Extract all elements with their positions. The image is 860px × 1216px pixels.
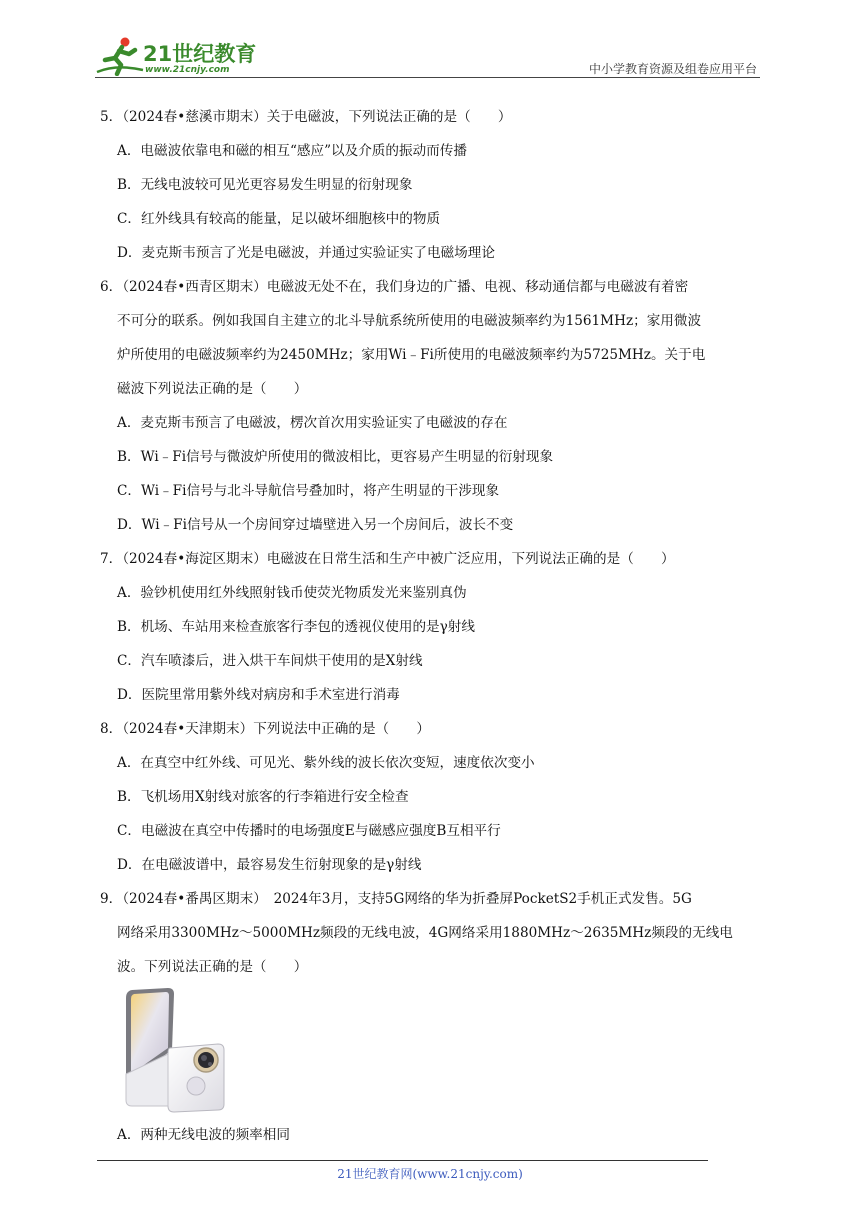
question-9: [100, 882, 765, 1152]
option-d: D．在电磁波谱中，最容易发生衍射现象的是γ射线: [117, 857, 422, 873]
question-8: [100, 712, 765, 882]
option-d: D．Wi﹣Fi信号从一个房间穿过墙壁进入另一个房间后，波长不变: [117, 517, 514, 533]
question-stem-line-4: 磁波下列说法正确的是（ ）: [117, 381, 308, 397]
question-stem-line-3: 波。下列说法正确的是（ ）: [117, 959, 308, 975]
question-list: [100, 100, 765, 1152]
question-stem-line-2: 网络采用3300MHz～5000MHz频段的无线电波，4G网络采用1880MHz～2635MHz频段的无线电: [117, 925, 733, 941]
option-a: A．电磁波依靠电和磁的相互“感应”以及介质的振动而传播: [117, 143, 467, 159]
foldable-phone-image: [118, 986, 238, 1118]
option-a: A．两种无线电波的频率相同: [117, 1127, 290, 1143]
option-d: D．麦克斯韦预言了光是电磁波，并通过实验证实了电磁场理论: [117, 245, 495, 261]
question-stem-line-1: 9．（2024春•番禺区期末） 2024年3月，支持5G网络的华为折叠屏PocketS2手机正式发售。5G: [100, 891, 692, 907]
runner-logo-icon: [95, 34, 145, 76]
question-stem-line-2: 不可分的联系。例如我国自主建立的北斗导航系统所使用的电磁波频率约为1561MHz；家用微波: [117, 313, 702, 329]
logo-brand-text: 21世纪教育: [143, 42, 257, 66]
question-6: [100, 270, 765, 542]
option-b: B．Wi﹣Fi信号与微波炉所使用的微波相比，更容易产生明显的衍射现象: [117, 449, 554, 465]
option-a: A．验钞机使用红外线照射钱币使荧光物质发光来鉴别真伪: [117, 585, 467, 601]
footer-text[interactable]: 21世纪教育网(www.21cnjy.com): [337, 1167, 523, 1181]
option-b: B．无线电波较可见光更容易发生明显的衍射现象: [117, 177, 413, 193]
question-stem: 5．（2024春•慈溪市期末）关于电磁波，下列说法正确的是（ ）: [100, 109, 512, 125]
option-d: D．医院里常用紫外线对病房和手术室进行消毒: [117, 687, 400, 703]
question-stem-line-1: 6．（2024春•西青区期末）电磁波无处不在，我们身边的广播、电视、移动通信都与电磁波有着密: [100, 279, 689, 295]
header-divider: [95, 77, 760, 78]
logo-url-text: www.21cnjy.com: [145, 65, 230, 75]
option-a: A．麦克斯韦预言了电磁波，楞次首次用实验证实了电磁波的存在: [117, 415, 508, 431]
option-c: C．红外线具有较高的能量，足以破坏细胞核中的物质: [117, 211, 441, 227]
option-b: B．飞机场用X射线对旅客的行李箱进行安全检查: [117, 789, 409, 805]
question-stem-line-3: 炉所使用的电磁波频率约为2450MHz；家用Wi﹣Fi所使用的电磁波频率约为5725MHz。关于电: [117, 347, 706, 363]
question-5: [100, 100, 765, 270]
footer-divider: [97, 1160, 708, 1161]
page-header: [0, 0, 860, 80]
question-stem: 8．（2024春•天津期末）下列说法中正确的是（ ）: [100, 721, 430, 737]
question-7: [100, 542, 765, 712]
option-c: C．电磁波在真空中传播时的电场强度E与磁感应强度B互相平行: [117, 823, 501, 839]
question-stem: 7．（2024春•海淀区期末）电磁波在日常生活和生产中被广泛应用，下列说法正确的是（ ）: [100, 551, 675, 567]
option-c: C．汽车喷漆后，进入烘干车间烘干使用的是X射线: [117, 653, 423, 669]
site-logo[interactable]: [95, 34, 260, 79]
header-platform-text: 中小学教育资源及组卷应用平台: [588, 62, 757, 76]
option-c: C．Wi﹣Fi信号与北斗导航信号叠加时，将产生明显的干涉现象: [117, 483, 500, 499]
option-b: B．机场、车站用来检查旅客行李包的透视仪使用的是γ射线: [117, 619, 475, 635]
option-a: A．在真空中红外线、可见光、紫外线的波长依次变短，速度依次变小: [117, 755, 535, 771]
